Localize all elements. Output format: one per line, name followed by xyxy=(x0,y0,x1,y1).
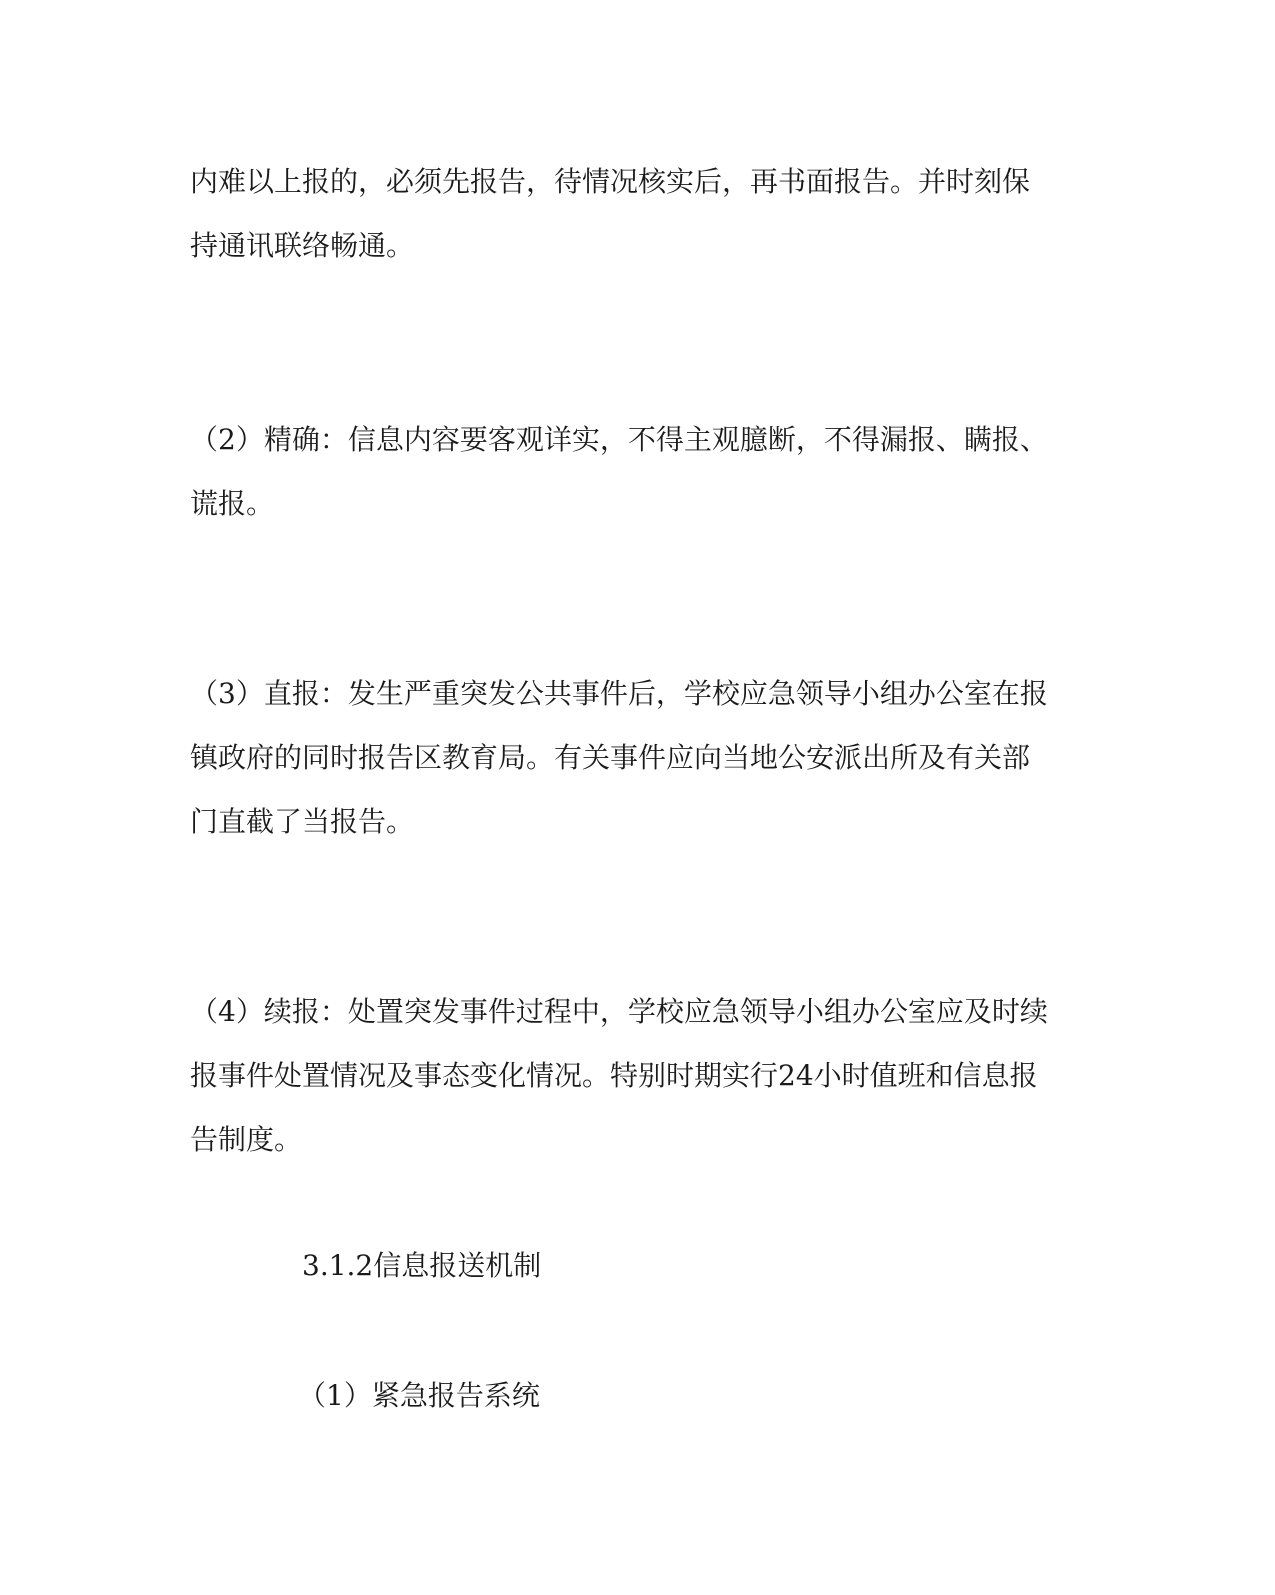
text-line: （3）直报：发生严重突发公共事件后，学校应急领导小组办公室在报 xyxy=(190,677,1048,710)
paragraph-direct-report xyxy=(190,662,1070,854)
text-line: 镇政府的同时报告区教育局。有关事件应向当地公安派出所及有关部 xyxy=(190,741,1031,774)
text-line: （2）精确：信息内容要客观详实，不得主观臆断，不得漏报、瞒报、 xyxy=(190,423,1048,456)
text-line: 报事件处置情况及事态变化情况。特别时期实行24小时值班和信息报 xyxy=(190,1059,1038,1092)
paragraph-follow-up-report xyxy=(190,980,1070,1172)
text-line: 告制度。 xyxy=(190,1123,303,1156)
text-line: 门直截了当报告。 xyxy=(190,805,415,838)
text-line: 持通讯联络畅通。 xyxy=(190,229,415,262)
paragraph-accurate xyxy=(190,408,1070,536)
sub-heading: （1）紧急报告系统 xyxy=(298,1379,540,1412)
text-line: （4）续报：处置突发事件过程中，学校应急领导小组办公室应及时续 xyxy=(190,995,1048,1028)
section-heading: 3.1.2信息报送机制 xyxy=(302,1249,542,1282)
text-line: 谎报。 xyxy=(190,487,275,520)
text-line: 内难以上报的，必须先报告，待情况核实后，再书面报告。并时刻保 xyxy=(190,165,1031,198)
paragraph-report-timely xyxy=(190,150,1070,278)
